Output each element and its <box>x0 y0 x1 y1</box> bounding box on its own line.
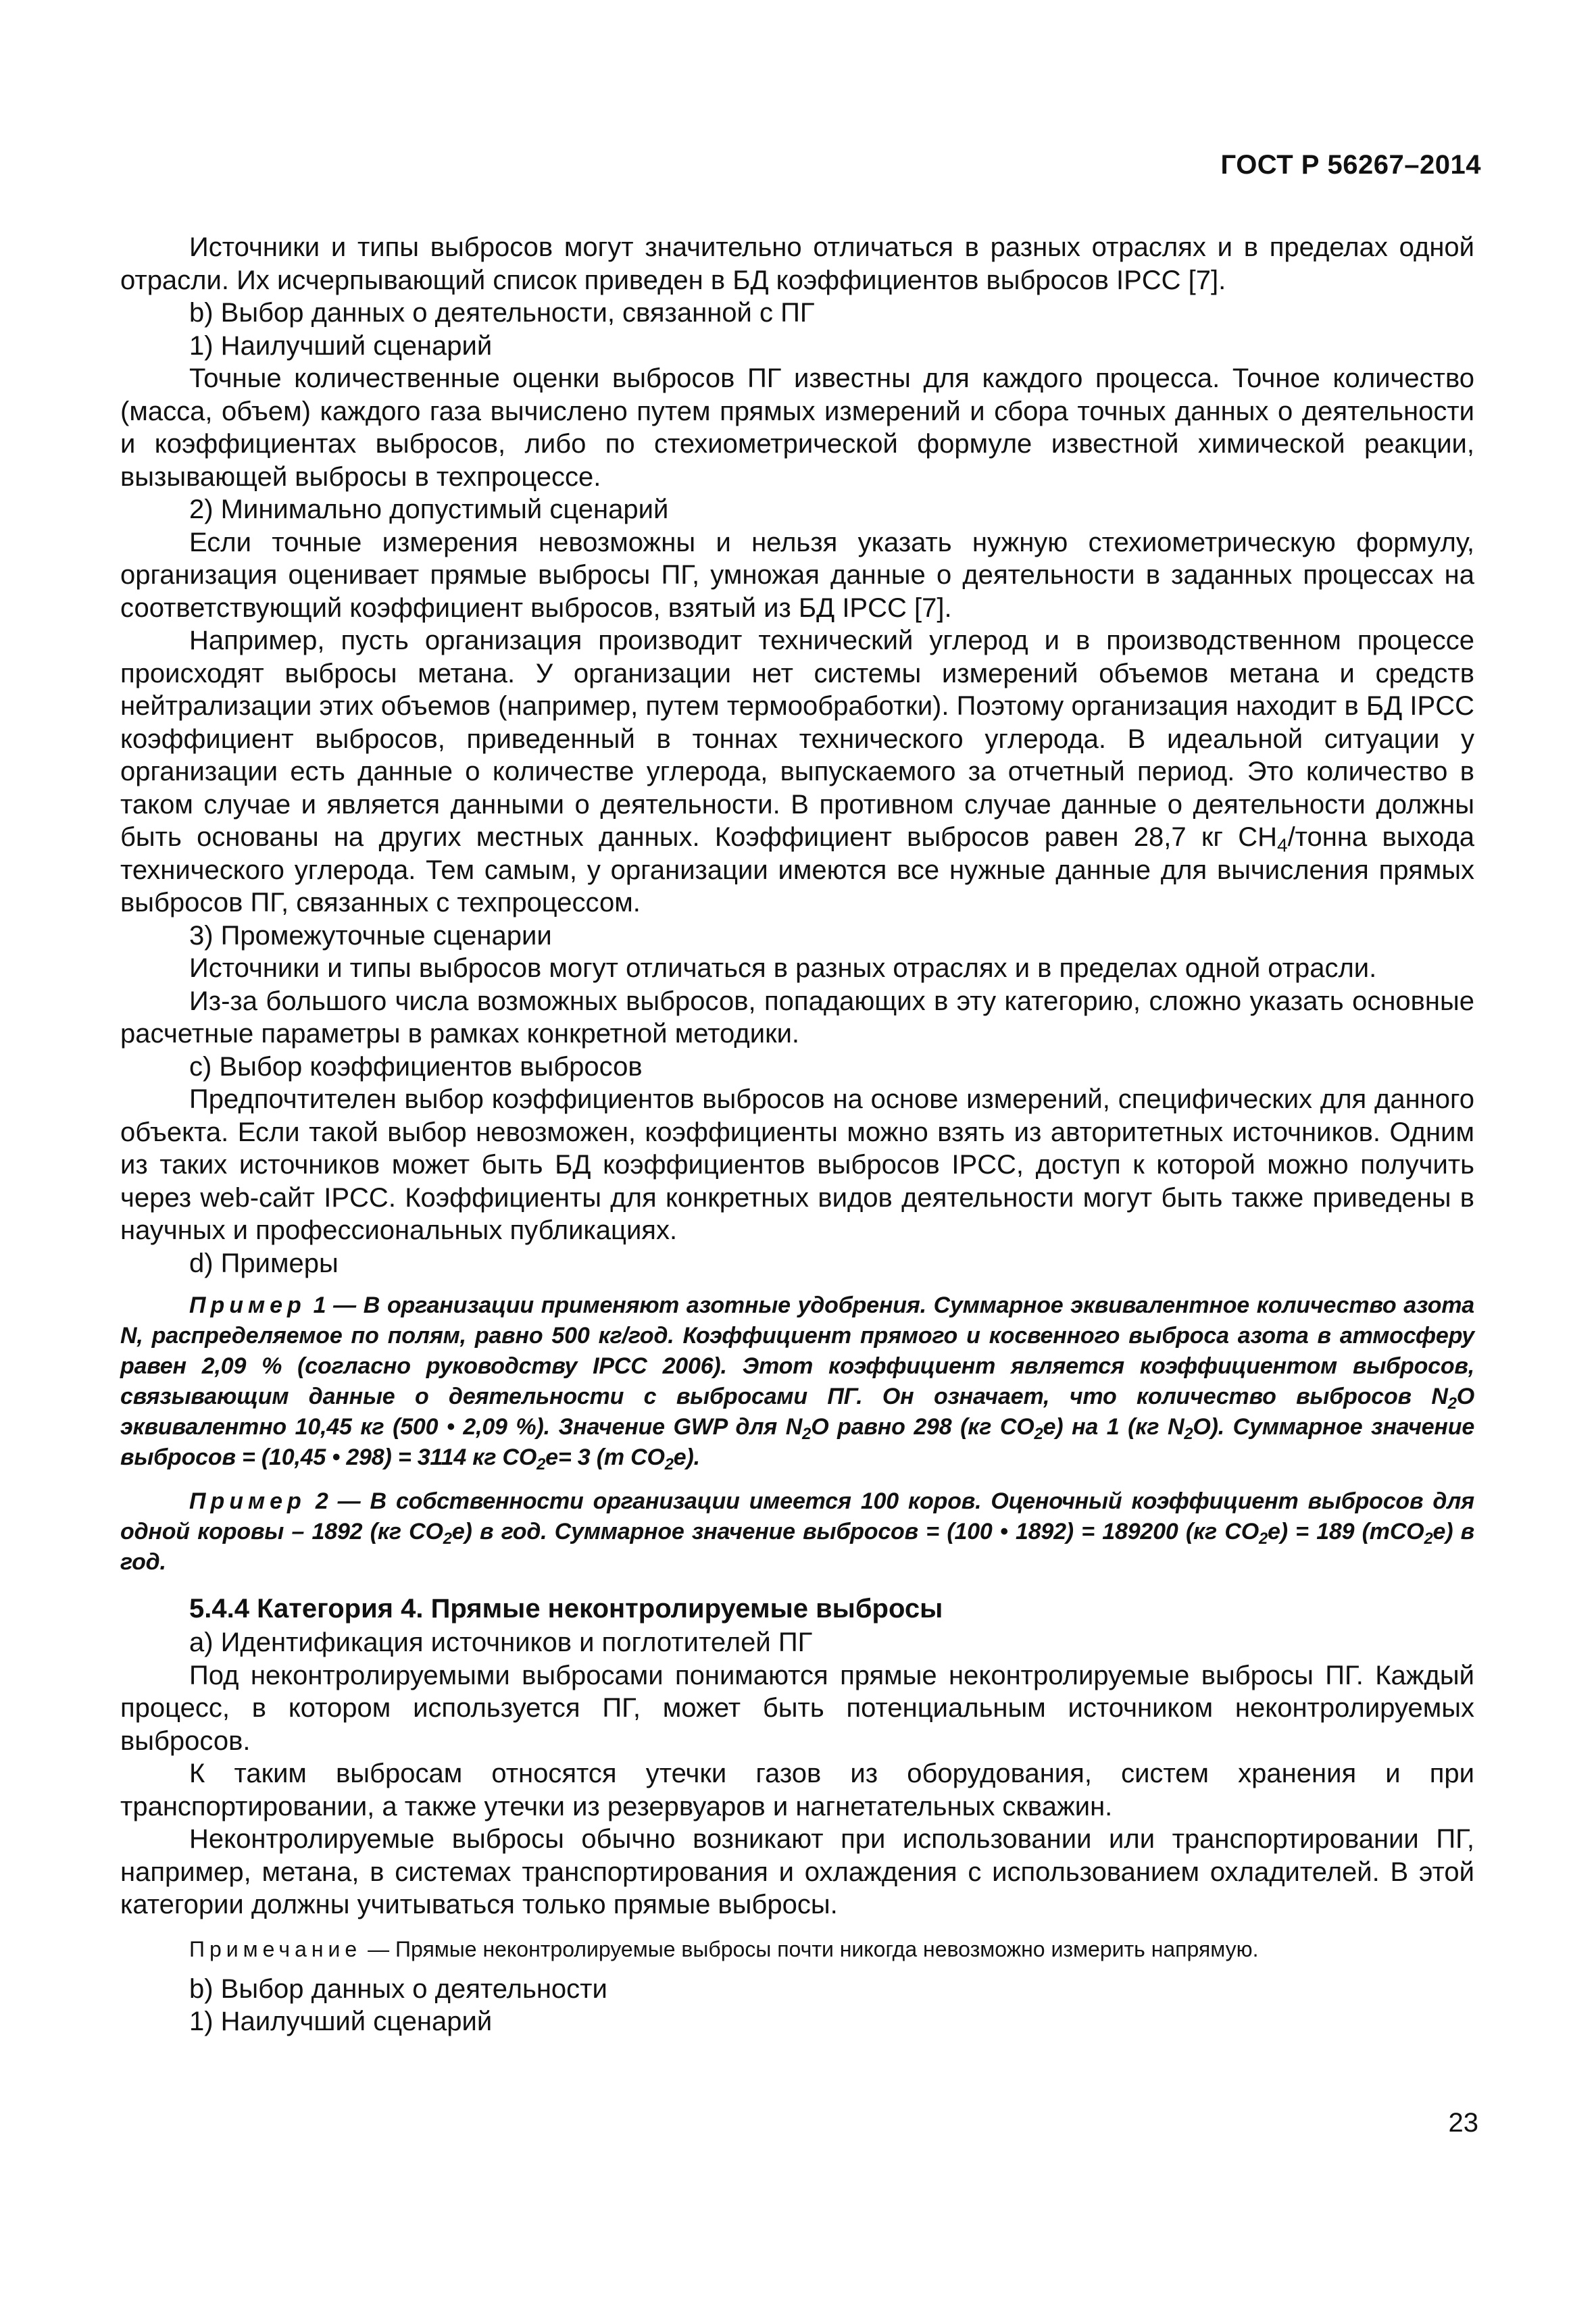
page-number: 23 <box>1448 2108 1478 2138</box>
example-text: 1 — В организации применяют азотные удобрения. Суммарное эквивалентное количество азота N, распределяемое по полям, равно 500 кг/год. Коэффициент прямого и косвенного выброса азота в атмосферу равен 2,09 % (согласно руководству IPCC 2006). Этот коэффициент является коэффициентом выбросов, связывающим данные о деятельности с выбросами ПГ. Он означает, что количество выбросов $N_2O$ эквивалентно 10,45 кг (500 • 2,09 %). Значение GWP для $N_2O$ равно 298 (кг $CO_2e$) на 1 (кг $N_2O$). Суммарное значение выбросов = (10,45 • 298) = 3114 кг $CO_2e= 3$ (т $CO_2e$). <box>120 1292 1475 1474</box>
paragraph: b) Выбор данных о деятельности <box>189 1973 607 2004</box>
paragraph: Предпочтителен выбор коэффициентов выбросов на основе измерений, специфических для данного объекта. Если такой выбор невозможен, коэффициенты можно взять из авторитетных источников. Одним из таких источников может быть БД коэффициентов выбросов IPCC, доступ к которой можно получить через web-сайт IPCC. Коэффициенты для конкретных видов деятельности могут быть также приведены в научных и профессиональных публикациях. <box>120 1084 1474 1245</box>
paragraph: Точные количественные оценки выбросов ПГ известны для каждого процесса. Точное количество (масса, объем) каждого газа вычислено путем прямых измерений и сбора точных данных о деятельности и коэффициентах выбросов, либо по стехиометрической формуле известной химической реакции, вызывающей выбросы в техпроцессе. <box>120 363 1474 492</box>
paragraph: 1) Наилучший сценарий <box>189 2007 493 2036</box>
paragraph: Неконтролируемые выбросы обычно возникают при использовании или транспортировании ПГ, например, метана, в системах транспортирования и охлаждения с использованием охладителей. В этой категории должны учитываться только прямые выбросы. <box>120 1824 1474 1919</box>
note <box>120 1935 1474 1963</box>
paragraph: Источники и типы выбросов могут значительно отличаться в разных отраслях и в пределах одной отрасли. Их исчерпывающий список приведен в БД коэффициентов выбросов IPCC [7]. <box>120 232 1474 295</box>
paragraph: 3) Промежуточные сценарии <box>189 920 552 951</box>
section-heading: 5.4.4 Категория 4. Прямые неконтролируемые выбросы <box>189 1594 943 1624</box>
paragraph: a) Идентификация источников и поглотителей ПГ <box>189 1628 813 1657</box>
note-label: Примечание <box>189 1936 362 1961</box>
paragraph: c) Выбор коэффициентов выбросов <box>189 1051 643 1082</box>
paragraph: b) Выбор данных о деятельности, связанной с ПГ <box>189 298 815 328</box>
standard-header: ГОСТ Р 56267–2014 <box>1220 150 1481 180</box>
page-content <box>120 231 1474 2038</box>
paragraph: Из-за большого числа возможных выбросов, попадающих в эту категорию, сложно указать основные расчетные параметры в рамках конкретной методики. <box>120 986 1474 1049</box>
paragraph: К таким выбросам относятся утечки газов из оборудования, систем хранения и при транспортировании, а также утечки из резервуаров и нагнетательных скважин. <box>120 1759 1474 1821</box>
example-1 <box>120 1290 1474 1473</box>
note-text: — Прямые неконтролируемые выбросы почти никогда невозможно измерить напрямую. <box>368 1936 1259 1961</box>
paragraph: Например, пусть организация производит технический углерод и в производственном процессе происходят выбросы метана. У организации нет системы измерений объемов метана и средств нейтрализации этих объемов (например, путем термообработки). Поэтому организация находит в БД IPCC коэффициент выбросов, приведенный в тоннах технического углерода. В идеальной ситуации у организации есть данные о количестве углерода, выпускаемого за отчетный период. Это количество в таком случае и является данными о деятельности. В противном случае данные о деятельности должны быть основаны на других местных данных. Коэффициент выбросов равен 28,7 кг $СН_4$/тонна выхода технического углерода. Тем самым, у организации имеются все нужные данные для вычисления прямых выбросов ПГ, связанных с техпроцессом. <box>120 626 1474 917</box>
example-label: Пример <box>189 1488 306 1514</box>
example-text: 2 — В собственности организации имеется 100 коров. Оценочный коэффициент выбросов для одной коровы – 1892 (кг $CO_2e$) в год. Суммарное значение выбросов = (100 • 1892) = 189200 (кг $CO_2e) = 189$ (тCO$_2$e) в год. <box>120 1488 1475 1575</box>
paragraph: Источники и типы выбросов могут отличаться в разных отраслях и в пределах одной отрасли. <box>189 953 1377 983</box>
paragraph: d) Примеры <box>189 1248 339 1278</box>
paragraph: 1) Наилучший сценарий <box>189 330 493 361</box>
example-2 <box>120 1486 1474 1578</box>
example-label: Пример <box>189 1292 306 1318</box>
paragraph: Под неконтролируемыми выбросами понимаются прямые неконтролируемые выбросы ПГ. Каждый процесс, в котором используется ПГ, может быть потенциальным источником неконтролируемых выбросов. <box>120 1660 1474 1756</box>
paragraph: 2) Минимально допустимый сценарий <box>189 495 669 524</box>
paragraph: Если точные измерения невозможны и нельзя указать нужную стехиометрическую формулу, организация оценивает прямые выбросы ПГ, умножая данные о деятельности в заданных процессах на соответствующий коэффициент выбросов, взятый из БД IPCC [7]. <box>120 527 1474 623</box>
